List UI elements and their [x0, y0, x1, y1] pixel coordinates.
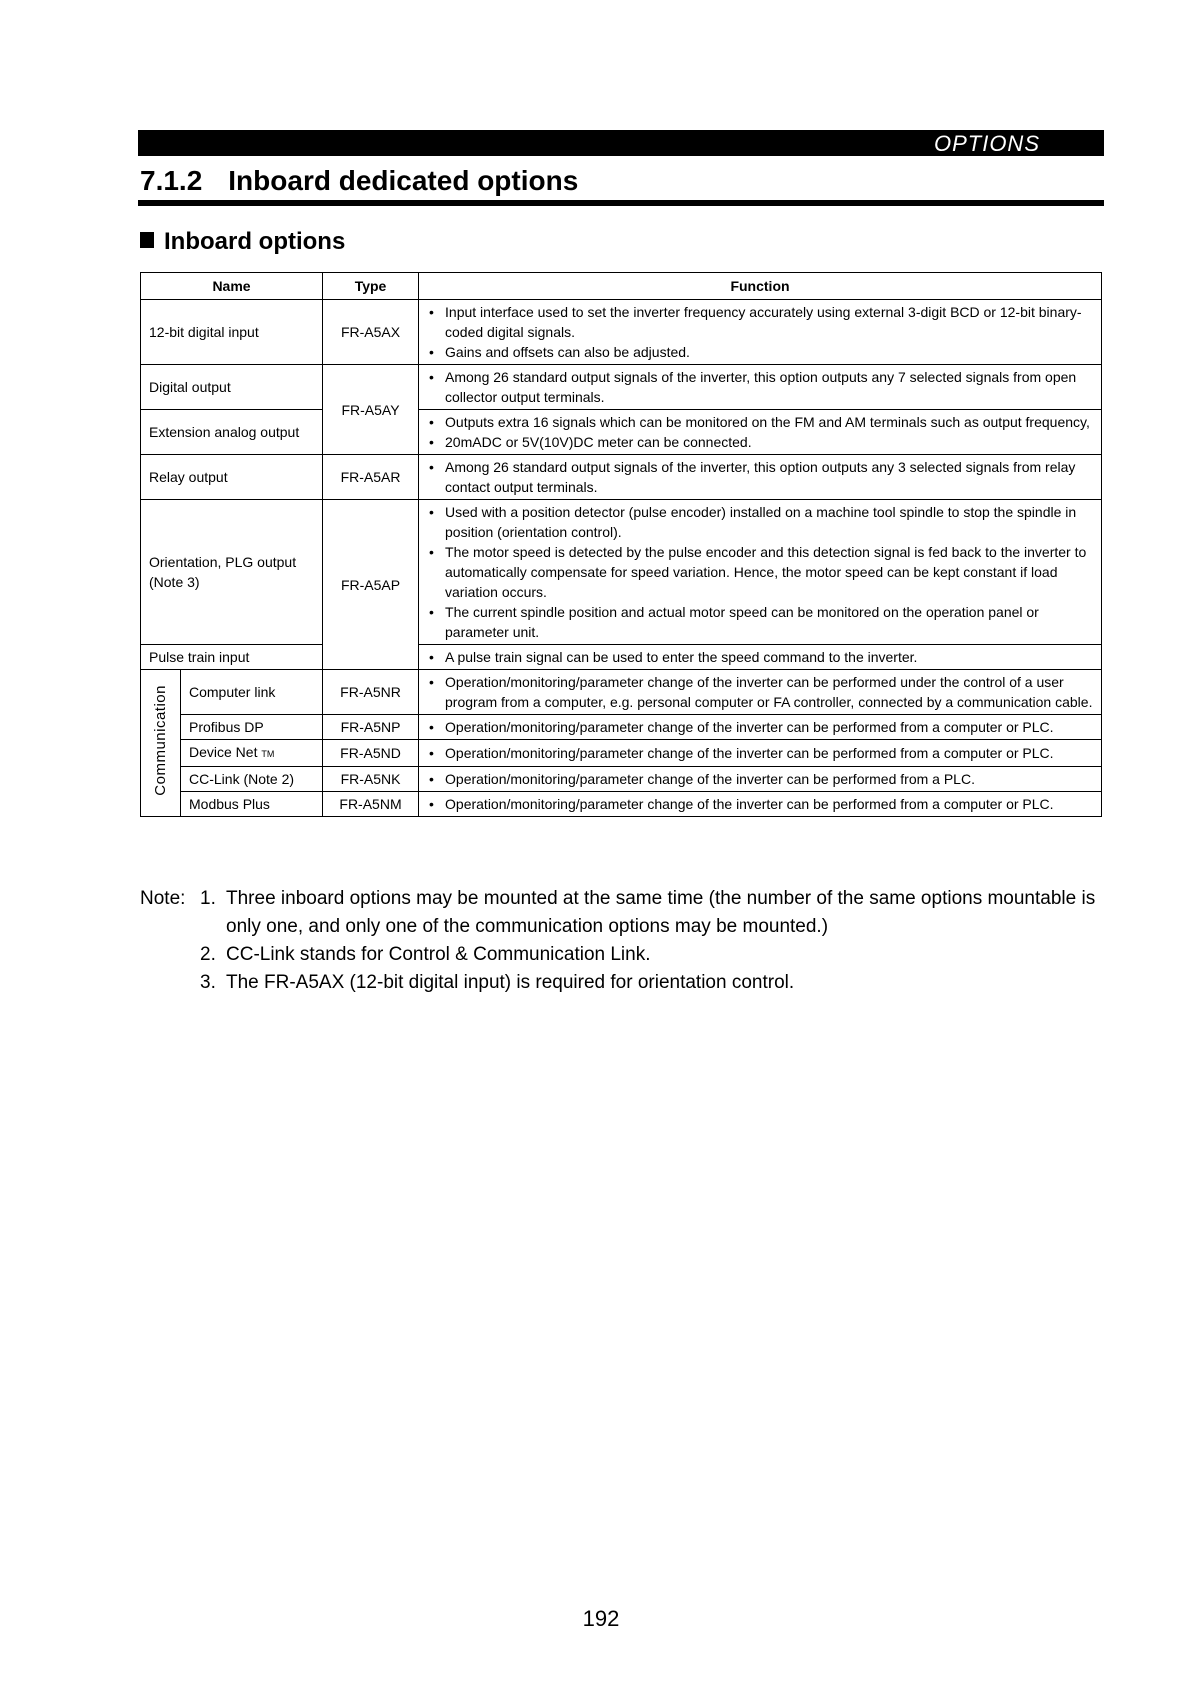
option-function	[419, 670, 1102, 715]
option-type: FR-A5AY	[323, 365, 419, 455]
communication-group-cell	[141, 670, 181, 817]
header-name: Name	[141, 273, 323, 300]
option-name-cell	[181, 740, 323, 767]
option-function	[419, 300, 1102, 365]
table-row	[141, 767, 1102, 792]
option-function	[419, 500, 1102, 645]
table-row	[141, 792, 1102, 817]
option-type: FR-A5AR	[323, 455, 419, 500]
option-function	[419, 792, 1102, 817]
trademark-mark: TM	[261, 749, 275, 759]
function-bullet: • Operation/monitoring/parameter change of the inverter can be performed from a computer or PLC.	[427, 717, 1093, 737]
options-table	[140, 272, 1102, 817]
title-rule	[138, 200, 1104, 206]
note-lead: Note:	[140, 888, 186, 909]
option-type: FR-A5ND	[323, 740, 419, 767]
table-row	[141, 740, 1102, 767]
section-header-band	[138, 130, 1104, 156]
note-number: 1.	[200, 888, 216, 909]
option-name: Profibus DP	[181, 715, 323, 740]
function-bullet: • 20mADC or 5V(10V)DC meter can be connected.	[427, 432, 1093, 452]
option-function	[419, 715, 1102, 740]
function-bullet: • Operation/monitoring/parameter change of the inverter can be performed under the control of a user program from a computer, e.g. personal computer or FA controller, connected by a communication cable.	[427, 672, 1093, 712]
note-text: CC-Link stands for Control & Communication Link.	[226, 944, 651, 965]
section-number: 7.1.2	[140, 165, 203, 196]
function-bullet: • A pulse train signal can be used to enter the speed command to the inverter.	[427, 647, 1093, 667]
option-name: Device Net	[189, 744, 258, 760]
function-bullet: • The motor speed is detected by the pulse encoder and this detection signal is fed back to the inverter to automatically compensate for speed variation. Hence, the motor speed can be kept constant if load variation occurs.	[427, 542, 1093, 602]
note-item	[140, 885, 1106, 941]
note-item	[140, 969, 1106, 997]
subsection-title: Inboard options	[164, 228, 346, 255]
note-text: The FR-A5AX (12-bit digital input) is required for orientation control.	[226, 972, 795, 993]
option-function	[419, 455, 1102, 500]
square-bullet-icon	[140, 232, 154, 248]
table-row	[141, 300, 1102, 365]
section-title-text: Inboard dedicated options	[228, 165, 579, 196]
table-row	[141, 410, 1102, 455]
header-function: Function	[419, 273, 1102, 300]
table-row	[141, 645, 1102, 670]
function-bullet: • Operation/monitoring/parameter change of the inverter can be performed from a computer or PLC.	[427, 794, 1093, 814]
band-label: OPTIONS	[933, 131, 1040, 156]
option-name: Modbus Plus	[181, 792, 323, 817]
note-text: Three inboard options may be mounted at the same time (the number of the same options mountable is only one, and only one of the communication options may be mounted.)	[226, 888, 1096, 937]
option-function	[419, 740, 1102, 767]
option-function	[419, 365, 1102, 410]
function-bullet: • Input interface used to set the inverter frequency accurately using external 3-digit BCD or 12-bit binary-coded digital signals.	[427, 302, 1093, 342]
function-bullet: • Among 26 standard output signals of the inverter, this option outputs any 3 selected signals from relay contact output terminals.	[427, 457, 1093, 497]
option-type: FR-A5NK	[323, 767, 419, 792]
option-name: Relay output	[141, 455, 323, 500]
note-number: 3.	[200, 972, 216, 993]
table-row	[141, 715, 1102, 740]
function-bullet: • Outputs extra 16 signals which can be monitored on the FM and AM terminals such as output frequency,	[427, 412, 1093, 432]
page-number: 192	[582, 1606, 620, 1631]
subsection-heading	[140, 228, 345, 256]
note-item	[140, 941, 1106, 969]
function-bullet: • Gains and offsets can also be adjusted.	[427, 342, 1093, 362]
function-bullet: • Operation/monitoring/parameter change of the inverter can be performed from a PLC.	[427, 769, 1093, 789]
function-bullet: • Operation/monitoring/parameter change of the inverter can be performed from a computer or PLC.	[427, 743, 1093, 763]
table-row	[141, 500, 1102, 645]
communication-group-label: Communication	[151, 685, 169, 796]
table-row	[141, 365, 1102, 410]
option-name: Orientation, PLG output (Note 3)	[141, 500, 323, 645]
option-name: Computer link	[181, 670, 323, 715]
notes-section	[140, 885, 1106, 997]
function-bullet: • Among 26 standard output signals of the inverter, this option outputs any 7 selected signals from open collector output terminals.	[427, 367, 1093, 407]
table-row	[141, 455, 1102, 500]
option-name: Digital output	[141, 365, 323, 410]
option-name: Extension analog output	[141, 410, 323, 455]
option-type: FR-A5NP	[323, 715, 419, 740]
option-function	[419, 767, 1102, 792]
function-bullet: • Used with a position detector (pulse encoder) installed on a machine tool spindle to stop the spindle in position (orientation control).	[427, 502, 1093, 542]
header-type: Type	[323, 273, 419, 300]
option-name: CC-Link (Note 2)	[181, 767, 323, 792]
option-name: 12-bit digital input	[141, 300, 323, 365]
table-header-row	[141, 273, 1102, 300]
note-number: 2.	[200, 944, 216, 965]
function-bullet: • The current spindle position and actual motor speed can be monitored on the operation panel or parameter unit.	[427, 602, 1093, 642]
option-name: Pulse train input	[141, 645, 323, 670]
option-type: FR-A5NR	[323, 670, 419, 715]
option-type: FR-A5AX	[323, 300, 419, 365]
option-function	[419, 645, 1102, 670]
option-type: FR-A5AP	[323, 500, 419, 670]
option-function	[419, 410, 1102, 455]
section-title	[140, 165, 578, 197]
table-row	[141, 670, 1102, 715]
option-type: FR-A5NM	[323, 792, 419, 817]
